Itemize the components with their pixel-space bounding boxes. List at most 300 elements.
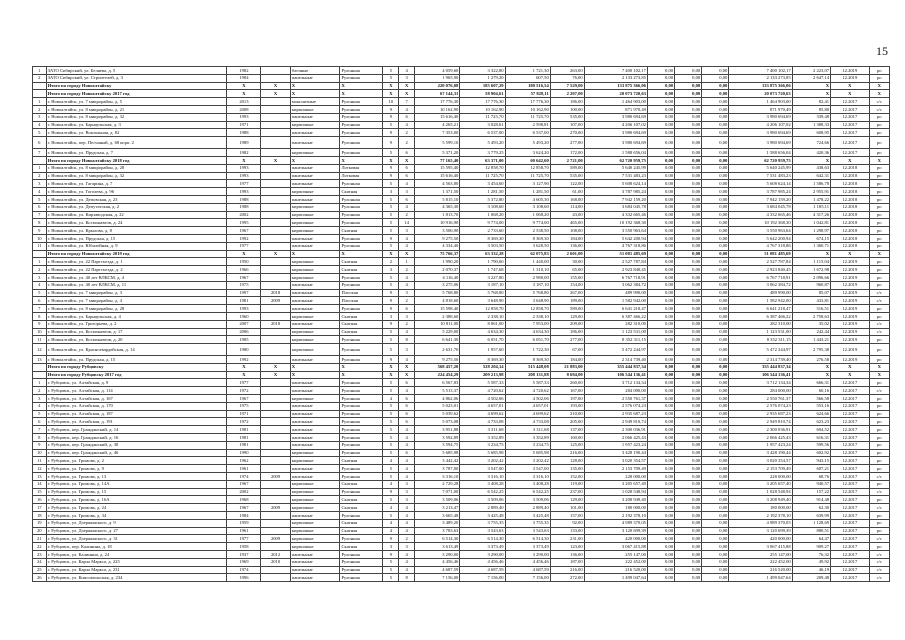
table-cell: г. Рубцовск, ул. Громова, д. 9 xyxy=(46,465,227,473)
table-cell: 4 365,30 xyxy=(415,203,460,211)
table-cell: X xyxy=(869,371,889,379)
table-row xyxy=(33,98,890,106)
table-cell xyxy=(261,164,290,172)
table-cell: 4 605,30 xyxy=(505,195,550,203)
table-cell: 4 502,06 xyxy=(460,395,505,403)
table-row xyxy=(33,266,890,274)
table-cell: 0,00 xyxy=(647,305,674,313)
table-cell xyxy=(261,328,290,336)
table-cell: 4 xyxy=(399,441,415,449)
table-cell: 12.2017 xyxy=(831,551,869,559)
table-cell: Рулонная xyxy=(340,137,383,149)
table-cell: 7 156,00 xyxy=(460,574,505,582)
table-cell: 284 000,00 xyxy=(584,387,647,395)
table-cell: 5 xyxy=(383,180,399,188)
table-cell: 1977 xyxy=(227,379,261,387)
table-cell: 11 xyxy=(33,336,47,344)
table-cell: 1 310,10 xyxy=(505,266,550,274)
table-cell: кирпичные xyxy=(290,496,340,504)
table-cell: кирпичные xyxy=(290,449,340,457)
table-cell: 3 712 134,34 xyxy=(729,379,792,387)
table-cell: 0,00 xyxy=(675,426,702,434)
table-cell: 3 592,89 xyxy=(415,434,460,442)
table-cell: 0,00 xyxy=(702,395,729,403)
table-cell: 516,51 xyxy=(792,305,830,313)
section-row xyxy=(33,371,890,379)
table-cell: 12.2019 xyxy=(831,356,869,364)
table-cell: 4 989 370,05 xyxy=(584,519,647,527)
table-cell: 3 311,68 xyxy=(460,426,505,434)
table-cell: 9 774,00 xyxy=(505,219,550,227)
table-cell: 8 xyxy=(399,574,415,582)
table-cell: 6 567,83 xyxy=(415,379,460,387)
table-cell: 12.2019 xyxy=(831,320,869,328)
table-cell: 208 131,88 xyxy=(505,371,550,379)
table-cell: 4 xyxy=(399,426,415,434)
table-cell: панельные xyxy=(290,402,340,410)
table-cell: 12.2018 xyxy=(831,172,869,180)
page-number: 15 xyxy=(876,44,888,58)
table-cell: 10 192 368,30 xyxy=(729,219,792,227)
table-cell: 0,00 xyxy=(675,356,702,364)
table-cell: 0,00 xyxy=(702,426,729,434)
table-cell: 75 766,37 xyxy=(415,250,460,258)
table-cell: 12.2017 xyxy=(831,457,869,465)
table-cell: г. Рубцовск, пер. Гражданский, д. 14 xyxy=(46,426,227,434)
table-cell: 0,00 xyxy=(647,113,674,121)
table-cell: 0,00 xyxy=(702,363,729,371)
table-cell: 9 xyxy=(383,297,399,305)
table-cell: 12.2017 xyxy=(831,402,869,410)
table-cell: 528 204,14 xyxy=(460,363,505,371)
table-cell: 6 xyxy=(399,164,415,172)
table-cell: ро xyxy=(869,129,889,137)
table-cell: 1993 xyxy=(227,172,261,180)
table-cell: 8 369,30 xyxy=(460,356,505,364)
table-cell: 2012 xyxy=(261,551,290,559)
table-cell: 1 443,21 xyxy=(792,336,830,344)
table-cell: 3 547,00 xyxy=(460,465,505,473)
table-cell: кирпичные xyxy=(290,535,340,543)
table-cell: 2 153 709,49 xyxy=(729,465,792,473)
table-cell: 4 502,06 xyxy=(505,395,550,403)
table-cell: ро xyxy=(869,418,889,426)
table-cell: г. Новоалтайск, ул. 7 микрорайон, д. 3 xyxy=(46,289,227,297)
table-cell: 3 202,42 xyxy=(460,457,505,465)
table-row xyxy=(33,519,890,527)
table-cell: 0,00 xyxy=(675,344,702,356)
table-cell: 0,00 xyxy=(702,164,729,172)
table-cell: 4 xyxy=(399,558,415,566)
table-cell: X xyxy=(340,371,383,379)
table-cell: 0,00 xyxy=(647,281,674,289)
table-cell: 5 640 245,99 xyxy=(729,164,792,172)
table-cell: 8 369,30 xyxy=(505,356,550,364)
table-cell: 0,00 xyxy=(675,242,702,250)
table-cell: 0,00 xyxy=(675,211,702,219)
table-cell: 724,66 xyxy=(792,137,830,149)
table-cell: г. Новоалтайск, ул. 40 лет ВЛКСМ, д. 4 xyxy=(46,273,227,281)
table-cell: 12.2019 xyxy=(831,258,869,266)
table-cell: 14 xyxy=(33,480,47,488)
table-cell: 0,00 xyxy=(647,98,674,106)
table-cell: ро xyxy=(869,336,889,344)
table-cell: 101,00 xyxy=(550,504,584,512)
table-cell: 10 162,90 xyxy=(505,105,550,113)
table-cell: 0,00 xyxy=(675,188,702,196)
table-cell: X xyxy=(290,371,340,379)
table-cell: 3 xyxy=(383,266,399,274)
table-cell: 3 062 384,72 xyxy=(729,281,792,289)
table-cell: Рулонная xyxy=(340,426,383,434)
table-cell: 6 767 718,91 xyxy=(584,273,647,281)
table-cell: Плоская xyxy=(340,289,383,297)
table-cell: 24 xyxy=(33,558,47,566)
table-cell: 1 499 047,64 xyxy=(584,574,647,582)
table-cell xyxy=(261,188,290,196)
table-cell: 0,00 xyxy=(675,488,702,496)
table-cell: 1959 xyxy=(227,519,261,527)
table-cell: 0,00 xyxy=(702,289,729,297)
table-cell: 3 xyxy=(399,74,415,82)
table-cell: 0,00 xyxy=(675,402,702,410)
table-cell: 5 xyxy=(383,379,399,387)
table-cell: X xyxy=(261,250,290,258)
table-cell: 5 685,98 xyxy=(415,449,460,457)
table-cell: панельные xyxy=(290,465,340,473)
table-cell: 260,00 xyxy=(550,379,584,387)
table-cell: 2 xyxy=(33,74,47,82)
table-cell: 7 xyxy=(33,426,47,434)
table-cell: 339,48 xyxy=(792,113,830,121)
table-cell: 122,00 xyxy=(550,180,584,188)
table-cell: 4 xyxy=(399,328,415,336)
table-cell: 0,00 xyxy=(702,465,729,473)
table-cell: 77 165,40 xyxy=(415,156,460,164)
table-cell: 5 xyxy=(383,558,399,566)
table-cell: 616,31 xyxy=(792,434,830,442)
table-cell: 5 472 244,97 xyxy=(584,344,647,356)
table-cell: г. Рубцовск, пер. Гражданский, д. 46 xyxy=(46,449,227,457)
table-cell: ро xyxy=(869,344,889,356)
table-cell: панельные xyxy=(290,74,340,82)
table-cell: 3 xyxy=(33,113,47,121)
table-cell: 0,00 xyxy=(702,328,729,336)
table-row xyxy=(33,211,890,219)
table-cell: 0,00 xyxy=(702,273,729,281)
table-cell: 3 187,10 xyxy=(460,281,505,289)
table-cell: 4 699,62 xyxy=(460,410,505,418)
table-cell xyxy=(261,281,290,289)
table-cell: 0,00 xyxy=(675,98,702,106)
table-cell: 4 059,60 xyxy=(415,67,460,75)
table-cell: X xyxy=(831,156,869,164)
table-cell: 11 725,70 xyxy=(505,172,550,180)
table-cell: 3 xyxy=(399,312,415,320)
table-cell: 10 xyxy=(33,234,47,242)
table-cell: 186,00 xyxy=(550,328,584,336)
table-cell: 12.2019 xyxy=(831,344,869,356)
table-cell: 0,00 xyxy=(702,137,729,149)
table-cell: 0,00 xyxy=(675,320,702,328)
table-cell: 1967 xyxy=(227,504,261,512)
table-cell: 21 883,00 xyxy=(550,363,584,371)
table-cell: 2 758,63 xyxy=(792,312,830,320)
table-cell: 6 xyxy=(33,297,47,305)
table-cell: с/с xyxy=(869,574,889,582)
table-cell: 420 000,00 xyxy=(729,535,792,543)
table-cell: 0,00 xyxy=(647,519,674,527)
table-cell: 10 xyxy=(33,449,47,457)
table-cell: 0,00 xyxy=(702,227,729,235)
table-cell: 4 xyxy=(383,504,399,512)
table-cell: 4 xyxy=(399,566,415,574)
table-cell: 1 957,60 xyxy=(460,344,505,356)
table-cell: Рулонная xyxy=(340,356,383,364)
table-cell: 0,00 xyxy=(675,250,702,258)
table-cell: 205,00 xyxy=(550,418,584,426)
table-cell: 60,16 xyxy=(792,387,830,395)
table-cell: 0,00 xyxy=(675,457,702,465)
table-cell: г. Новоалтайск, ул. 8 микрорайон, д. 28 xyxy=(46,305,227,313)
table-cell: 4 xyxy=(399,121,415,129)
table-cell: 0,00 xyxy=(647,527,674,535)
table-cell: 4 xyxy=(399,465,415,473)
table-cell: 8 352 311,15 xyxy=(729,336,792,344)
table-cell: ЗАТО Сибирский, ул. Строителей, д. 3 xyxy=(46,74,227,82)
table-cell: кирпичные xyxy=(290,227,340,235)
table-cell: 4 456,46 xyxy=(460,558,505,566)
table-cell: 4 733,08 xyxy=(505,418,550,426)
table-cell: 2 576 074,23 xyxy=(729,402,792,410)
table-cell: 5 xyxy=(383,195,399,203)
table-cell xyxy=(261,496,290,504)
table-cell: 6 537,00 xyxy=(505,129,550,137)
table-cell: Рулонная xyxy=(340,558,383,566)
table-cell: 568 457,20 xyxy=(415,363,460,371)
table-cell: 0,00 xyxy=(675,129,702,137)
table-cell: 8 694,00 xyxy=(550,371,584,379)
table-cell: 12.2017 xyxy=(831,574,869,582)
table-cell: 4 xyxy=(33,402,47,410)
table-cell: 228 000,00 xyxy=(729,473,792,481)
table-cell: 1974 xyxy=(227,566,261,574)
table-cell: 6 xyxy=(399,305,415,313)
table-cell: г. Новоалтайск, ул. 8 микрорайон, д. 32 xyxy=(46,113,227,121)
table-cell: 12.2017 xyxy=(831,434,869,442)
table-cell: 10 192 368,30 xyxy=(584,219,647,227)
table-cell: 168,00 xyxy=(550,195,584,203)
table-cell: 108,00 xyxy=(550,227,584,235)
table-row xyxy=(33,566,890,574)
table-cell: г. Рубцовск, ул. Громова, д. 13 xyxy=(46,473,227,481)
table-cell: 3 755,35 xyxy=(505,519,550,527)
table-cell: 1982 xyxy=(227,67,261,75)
table-cell: 2 153 709,49 xyxy=(584,465,647,473)
table-cell: 1 478,22 xyxy=(792,195,830,203)
table-row xyxy=(33,320,890,328)
table-cell: 1988 xyxy=(227,203,261,211)
table-cell: 0,00 xyxy=(647,336,674,344)
table-cell: 4 xyxy=(399,504,415,512)
table-cell: 9 xyxy=(383,551,399,559)
table-cell: Скатная xyxy=(340,457,383,465)
table-cell: г. Новоалтайск, ул. Барнаульская, д. 3 xyxy=(46,121,227,129)
table-cell: 6 387 466,22 xyxy=(729,312,792,320)
table-cell: 0,00 xyxy=(647,156,674,164)
table-cell: 0,00 xyxy=(702,535,729,543)
table-cell: 185 607,29 xyxy=(460,82,505,90)
table-cell: 1995 xyxy=(227,219,261,227)
table-cell: 224 454,29 xyxy=(415,371,460,379)
table-cell: X xyxy=(261,156,290,164)
table-cell: 18 xyxy=(33,512,47,520)
table-cell: 3 613,49 xyxy=(415,543,460,551)
table-cell: кирпичные xyxy=(290,395,340,403)
table-row xyxy=(33,234,890,242)
table-cell: 3 951,88 xyxy=(415,426,460,434)
table-cell: г. Новоалтайск, ул. Прудская, д. 7 xyxy=(46,149,227,157)
table-cell: X xyxy=(227,363,261,371)
table-cell: 420 000,00 xyxy=(584,535,647,543)
table-cell: 43,00 xyxy=(550,211,584,219)
table-cell: X xyxy=(383,250,399,258)
table-cell: Скатная xyxy=(340,258,383,266)
table-cell: 0,00 xyxy=(647,410,674,418)
table-cell: 12.2018 xyxy=(831,164,869,172)
table-cell: 0,00 xyxy=(702,519,729,527)
table-cell: 9 xyxy=(383,320,399,328)
table-cell: г. Новоалтайск, ул. 8 микрорайон, д. 21 xyxy=(46,105,227,113)
table-cell: 4 xyxy=(399,203,415,211)
table-cell: 220 076,08 xyxy=(415,82,460,90)
table-cell: 0,00 xyxy=(702,441,729,449)
table-cell: 1 xyxy=(399,258,415,266)
table-cell: 5 xyxy=(383,434,399,442)
table-cell: кирпичные xyxy=(290,488,340,496)
table-row xyxy=(33,105,890,113)
table-row xyxy=(33,336,890,344)
table-cell: ро xyxy=(869,266,889,274)
table-cell: Рулонная xyxy=(340,180,383,188)
table-cell: Рулонная xyxy=(340,195,383,203)
table-cell xyxy=(261,121,290,129)
table-cell: 228 000,00 xyxy=(584,473,647,481)
table-body xyxy=(33,67,890,582)
table-cell: 0,00 xyxy=(702,258,729,266)
table-cell: 1 xyxy=(33,67,47,75)
table-cell: 123,00 xyxy=(550,543,584,551)
table-cell: 157,00 xyxy=(550,512,584,520)
table-cell: Рулонная xyxy=(340,219,383,227)
table-cell: панельные xyxy=(290,320,340,328)
table-cell: 237,00 xyxy=(550,488,584,496)
table-cell: 6 051,70 xyxy=(505,336,550,344)
table-cell: 1981 xyxy=(227,426,261,434)
table-cell: 1 813,70 xyxy=(415,211,460,219)
table-row xyxy=(33,242,890,250)
table-cell: 535,00 xyxy=(550,113,584,121)
table-cell: 0,00 xyxy=(647,543,674,551)
table-cell: кирпичные xyxy=(290,258,340,266)
table-cell: 6 xyxy=(399,418,415,426)
table-cell: кирпичные xyxy=(290,504,340,512)
table-cell: 1 xyxy=(33,258,47,266)
table-cell: 7 400 102,17 xyxy=(729,67,792,75)
table-cell: Рулонная xyxy=(340,449,383,457)
table-cell: 0,00 xyxy=(675,496,702,504)
table-cell: 4 687,59 xyxy=(415,566,460,574)
table-cell: 2 733,60 xyxy=(460,227,505,235)
table-cell: 7 529,00 xyxy=(550,82,584,90)
table-cell: 0,00 xyxy=(647,211,674,219)
table-cell: 2 338,10 xyxy=(460,312,505,320)
table-cell: 1 957 423,24 xyxy=(584,441,647,449)
table-row xyxy=(33,387,890,395)
table-cell: 623,23 xyxy=(792,418,830,426)
table-row xyxy=(33,535,890,543)
table-cell: 9 xyxy=(383,129,399,137)
table-cell: ро xyxy=(869,164,889,172)
table-row xyxy=(33,74,890,82)
table-cell: 1 721,30 xyxy=(505,67,550,75)
table-cell: 2 xyxy=(33,266,47,274)
section-row xyxy=(33,250,890,258)
table-cell xyxy=(33,250,47,258)
table-cell: 5 xyxy=(383,465,399,473)
total-row xyxy=(33,363,890,371)
table-cell: 216,00 xyxy=(550,449,584,457)
table-cell: 2 923 840,45 xyxy=(729,266,792,274)
table-cell: 12 858,70 xyxy=(460,164,505,172)
table-cell: 5 513,37 xyxy=(415,387,460,395)
table-cell: 186,00 xyxy=(550,98,584,106)
table-cell: 12 xyxy=(33,344,47,356)
table-cell: 5 xyxy=(383,566,399,574)
table-row xyxy=(33,457,890,465)
table-cell: X xyxy=(399,250,415,258)
table-cell: 5 608 624,14 xyxy=(584,180,647,188)
table-cell: X xyxy=(831,363,869,371)
table-cell: 282 310,00 xyxy=(584,320,647,328)
table-cell: 222 452,00 xyxy=(729,558,792,566)
table-cell: X xyxy=(340,82,383,90)
table-cell: 1977 xyxy=(227,535,261,543)
table-cell: 0,00 xyxy=(675,363,702,371)
table-cell: 0,00 xyxy=(702,195,729,203)
table-cell: 4 xyxy=(399,512,415,520)
table-cell: ро xyxy=(869,219,889,227)
table-cell: Рулонная xyxy=(340,402,383,410)
table-row xyxy=(33,418,890,426)
table-cell: Скатная xyxy=(340,480,383,488)
table-cell: 0,00 xyxy=(675,465,702,473)
table-cell: 0,00 xyxy=(675,441,702,449)
table-cell: панельные xyxy=(290,426,340,434)
table-cell: 5 xyxy=(383,387,399,395)
table-cell: 589,00 xyxy=(550,164,584,172)
table-row xyxy=(33,488,890,496)
table-cell: 2 xyxy=(399,535,415,543)
table-cell: 1950 xyxy=(227,258,261,266)
table-cell: 125,00 xyxy=(550,441,584,449)
table-cell: 12.2019 xyxy=(831,297,869,305)
table-cell: 107,00 xyxy=(550,121,584,129)
table-cell: ро xyxy=(869,281,889,289)
table-cell: Итого по городу Рубцовску 2017 год xyxy=(46,371,227,379)
table-cell: 607,21 xyxy=(792,465,830,473)
table-cell: г. Новоалтайск, ул. Юбилейная, д. 9 xyxy=(46,242,227,250)
